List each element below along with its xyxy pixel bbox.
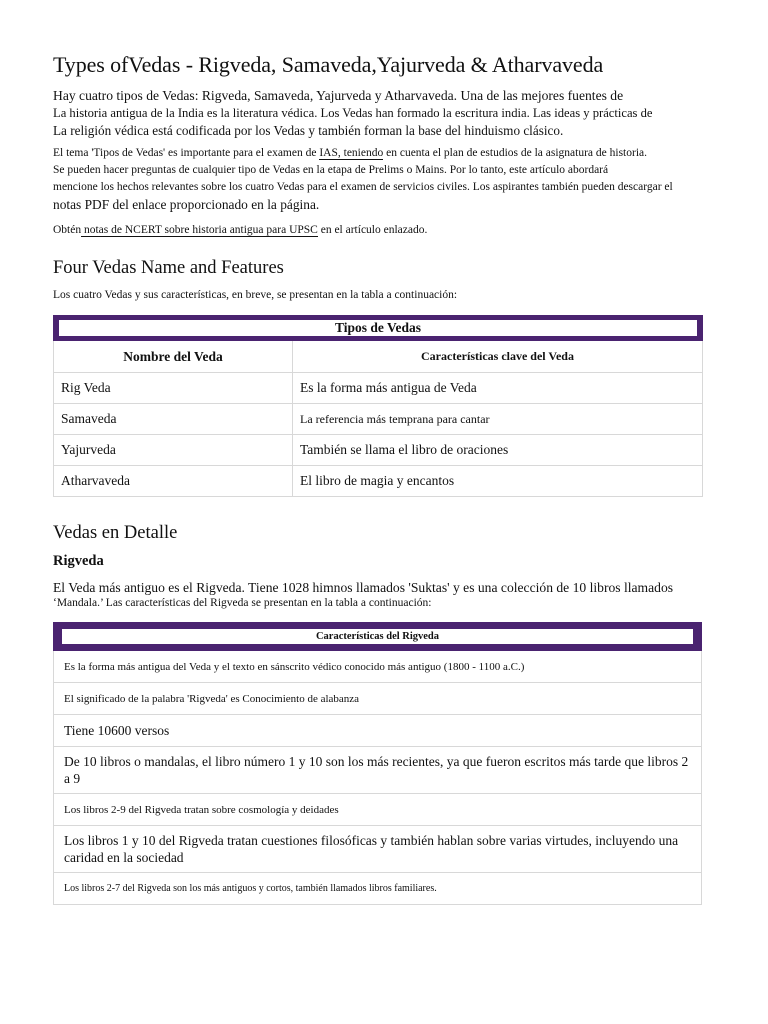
table-row: Es la forma más antigua del Veda y el texto en sánscrito védico conocido más antiguo (1800 - 1100 a.C.) xyxy=(54,651,702,683)
table-row: De 10 libros o mandalas, el libro número 1 y 10 son los más recientes, ya que fueron escritos más tarde que libros 2 a 9 xyxy=(54,747,702,794)
veda-name-cell: Samaveda xyxy=(54,404,293,435)
rigveda-features-table xyxy=(53,622,702,905)
exam-paragraph xyxy=(53,145,743,213)
intro-paragraph xyxy=(53,87,713,140)
exam-line-3: mencione los hechos relevantes sobre los cuatro Vedas para el examen de servicios civiles. Los aspirantes también pueden descargar el xyxy=(53,181,673,193)
table-banner xyxy=(54,623,702,651)
table-row: El significado de la palabra 'Rigveda' es Conocimiento de alabanza xyxy=(54,683,702,715)
veda-feature-cell: La referencia más temprana para cantar xyxy=(293,404,703,435)
section-caption: Los cuatro Vedas y sus características, en breve, se presentan en la tabla a continuación: xyxy=(53,289,458,301)
table-banner-title: Características del Rigveda xyxy=(62,629,693,644)
veda-name-cell: Rig Veda xyxy=(54,373,293,404)
rigveda-paragraph: El Veda más antiguo es el Rigveda. Tiene 1028 himnos llamados 'Suktas' y es una colección de 10 libros llamados ‘Mandala.’ Las características del Rigveda se presentan en la tabla a continuación: xyxy=(53,580,674,609)
table-row: Tiene 10600 versos xyxy=(54,715,702,747)
table-banner-title: Tipos de Vedas xyxy=(59,320,697,336)
ias-link[interactable]: IAS, teniendo xyxy=(319,147,384,159)
section-heading-vedas-detail: Vedas en Detalle xyxy=(53,523,178,543)
ncert-notes-link[interactable]: notas de NCERT sobre historia antigua para UPSC xyxy=(81,224,318,236)
intro-line: La religión védica está codificada por los Vedas y también forman la base del hinduismo clásico. xyxy=(53,123,564,138)
table-row xyxy=(54,466,703,497)
column-header-features: Características clave del Veda xyxy=(293,341,703,373)
exam-line-1: El tema 'Tipos de Vedas' es importante para el examen de IAS, teniendo en cuenta el plan de estudios de la asignatura de historia. xyxy=(53,147,648,159)
table-banner xyxy=(54,316,703,341)
ncert-paragraph: Obtén notas de NCERT sobre historia antigua para UPSC en el artículo enlazado. xyxy=(53,224,428,236)
exam-line-4: notas PDF del enlace proporcionado en la página. xyxy=(53,197,320,212)
table-row xyxy=(54,373,703,404)
table-row: Los libros 1 y 10 del Rigveda tratan cuestiones filosóficas y también hablan sobre varias virtudes, incluyendo una caridad en la sociedad xyxy=(54,826,702,873)
vedas-types-table xyxy=(53,315,703,497)
veda-feature-cell: Es la forma más antigua de Veda xyxy=(293,373,703,404)
intro-line: Hay cuatro tipos de Vedas: Rigveda, Samaveda, Yajurveda y Atharvaveda. Una de las mejores fuentes de xyxy=(53,88,624,103)
intro-line: La historia antigua de la India es la literatura védica. Los Vedas han formado la escritura india. Las ideas y prácticas de xyxy=(53,105,653,120)
veda-name-cell: Atharvaveda xyxy=(54,466,293,497)
table-row: Los libros 2-7 del Rigveda son los más antiguos y cortos, también llamados libros familiares. xyxy=(54,873,702,905)
table-row: Los libros 2-9 del Rigveda tratan sobre cosmología y deidades xyxy=(54,794,702,826)
column-header-name: Nombre del Veda xyxy=(54,341,293,373)
veda-feature-cell: El libro de magia y encantos xyxy=(293,466,703,497)
subheading-rigveda: Rigveda xyxy=(53,553,104,569)
section-heading-four-vedas: Four Vedas Name and Features xyxy=(53,258,284,278)
table-row xyxy=(54,404,703,435)
exam-line-2: Se pueden hacer preguntas de cualquier tipo de Vedas en la etapa de Prelims o Mains. Por lo tanto, este artículo abordará xyxy=(53,164,609,176)
veda-name-cell: Yajurveda xyxy=(54,435,293,466)
veda-feature-cell: También se llama el libro de oraciones xyxy=(293,435,703,466)
page-title: Types ofVedas - Rigveda, Samaveda,Yajurveda & Atharvaveda xyxy=(53,52,604,77)
table-row xyxy=(54,435,703,466)
